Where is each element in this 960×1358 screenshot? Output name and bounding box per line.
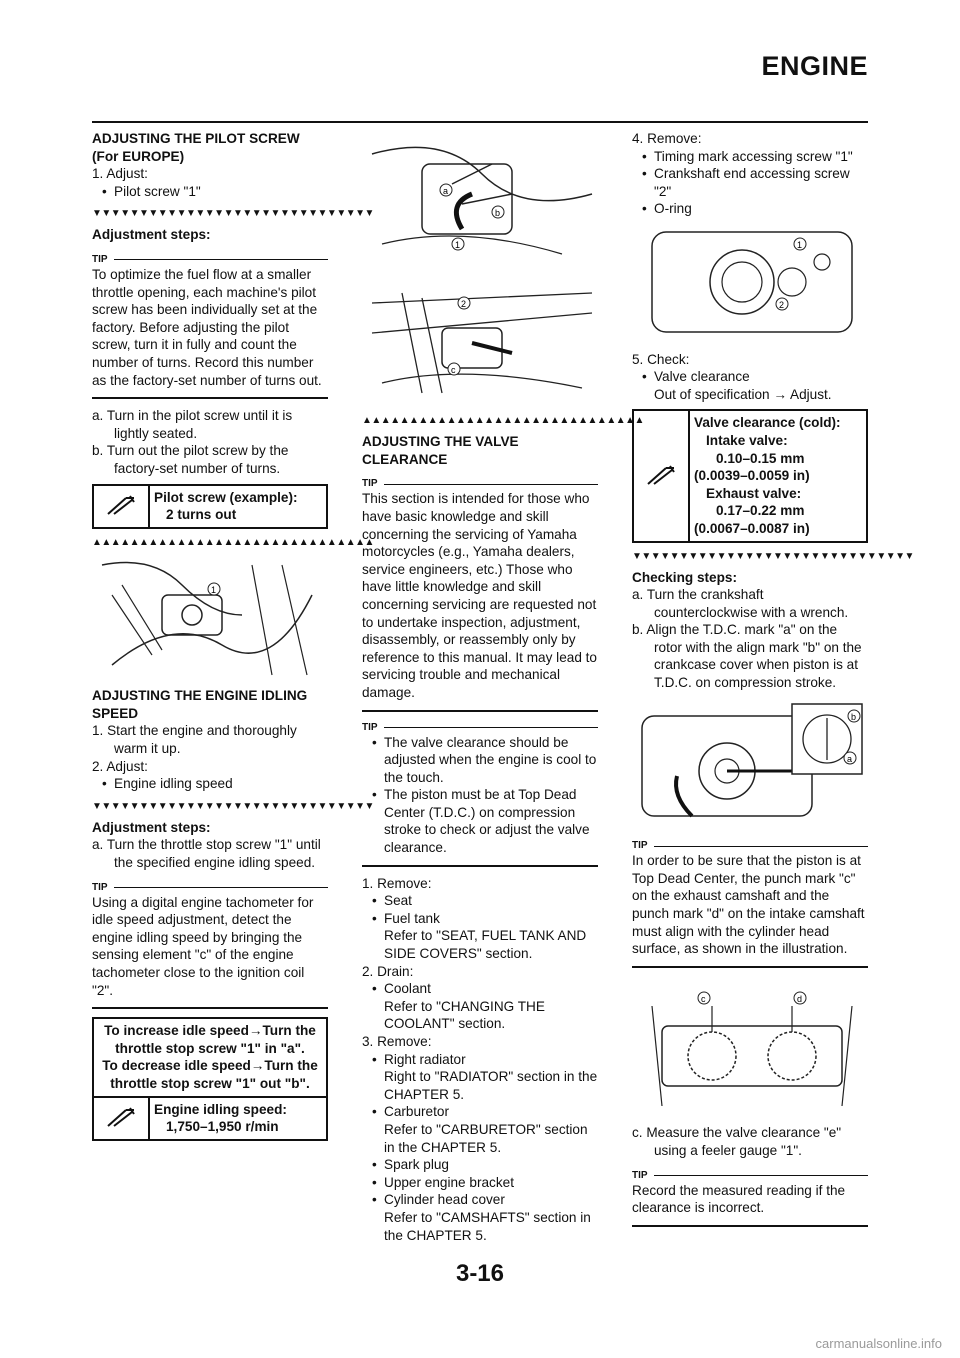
pilot-spec-value: 2 turns out — [166, 507, 237, 523]
idle-box-line-4: throttle stop screw "1" out "b". — [110, 1075, 310, 1091]
column-2 — [362, 130, 644, 1244]
valve-spec-intake: Intake valve: — [706, 432, 788, 448]
valve-step-4: 4. Remove: — [632, 131, 702, 146]
tip-header — [92, 254, 328, 266]
tip-label: TIP — [632, 1169, 648, 1181]
callout-b: b — [495, 208, 501, 218]
wrench-gauge-icon — [634, 411, 690, 540]
valve-step-4-bullet-2: • Crankshaft end accessing screw "2" — [632, 165, 868, 200]
valve-spec-exhaust: Exhaust valve: — [706, 485, 802, 501]
page-title: ENGINE — [761, 51, 868, 81]
valve-step-3-bullet-2: • Carburetor — [362, 1103, 598, 1121]
tip-header — [362, 478, 598, 490]
callout-2: 2 — [461, 298, 467, 309]
idle-tip-text: Using a digital engine tachometer for idle speed adjustment, detect the engine idling speed by bringing the sensing element "c" of the engine tachometer close to the ignition coil "2". — [92, 894, 328, 1010]
idle-step-2-bullet: • Engine idling speed — [92, 775, 328, 793]
pilot-step-a: a. Turn in the pilot screw until it is lightly seated. — [92, 408, 293, 441]
camshaft-illustration — [632, 976, 868, 1121]
idle-box-line-2: throttle stop screw "1" in "a". — [115, 1040, 305, 1056]
idle-spec-box — [92, 1017, 328, 1141]
valve-step-2-ref: Refer to "CHANGING THE COOLANT" section. — [384, 998, 545, 1032]
callout-b: b — [851, 711, 857, 722]
valve-step-5-bullet-1: • Valve clearance — [632, 368, 868, 386]
callout-1: 1 — [797, 239, 803, 250]
valve-step-1-bullet-2: • Fuel tank — [362, 910, 598, 928]
wrench-gauge-icon — [94, 1098, 150, 1139]
valve-step-1: 1. Remove: — [362, 875, 432, 891]
down-triangle-row: ▼▼▼▼▼▼▼▼▼▼▼▼▼▼▼▼▼▼▼▼▼▼▼▼▼▼▼▼▼▼ — [92, 800, 374, 812]
wrench-gauge-icon — [94, 486, 150, 527]
crankcase-cover-illustration — [632, 222, 868, 347]
valve-step-3-ref-3: Refer to "CAMSHAFTS" section in the CHAPTER 5. — [384, 1209, 591, 1243]
idle-heading: ADJUSTING THE ENGINE IDLING SPEED — [92, 688, 308, 721]
valve-step-1-ref: Refer to "SEAT, FUEL TANK AND SIDE COVERS" section. — [384, 928, 587, 962]
ignition-coil-illustration — [362, 273, 598, 408]
page-number: 3-16 — [455, 1260, 505, 1287]
pilot-spec-title: Pilot screw (example): — [154, 489, 298, 505]
valve-step-5: 5. Check: — [632, 351, 690, 367]
tip-label: TIP — [92, 253, 108, 265]
idle-step-2: 2. Adjust: — [92, 758, 148, 774]
callout-c: c — [451, 364, 456, 375]
valve-spec-title: Valve clearance (cold): — [694, 415, 841, 431]
valve-step-3-bullet-3: • Spark plug — [362, 1156, 598, 1174]
valve-step-4-bullet-1: • Timing mark accessing screw "1" — [632, 148, 868, 166]
pilot-step-1: 1. Adjust: — [92, 166, 148, 182]
valve-step-2: 2. Drain: — [362, 963, 414, 979]
tip-label: TIP — [362, 721, 378, 733]
rotor-tdc-illustration — [632, 696, 868, 831]
idle-spec-title: Engine idling speed: — [154, 1101, 287, 1117]
tip-label: TIP — [362, 478, 378, 490]
pilot-heading: ADJUSTING THE PILOT SCREW (For EUROPE) — [92, 131, 300, 164]
up-triangle-row: ▲▲▲▲▲▲▲▲▲▲▲▲▲▲▲▲▲▲▲▲▲▲▲▲▲▲▲▲▲▲ — [92, 536, 374, 548]
header-rule — [92, 121, 868, 123]
check-tip-2-text: Record the measured reading if the clearance is incorrect. — [632, 1182, 868, 1227]
callout-c: c — [701, 993, 706, 1004]
callout-a: a — [847, 753, 853, 764]
valve-spec-box — [632, 409, 868, 542]
valve-spec-intake-mm: 0.10–0.15 mm — [716, 450, 805, 466]
valve-tip-1-text: This section is intended for those who have basic knowledge and skill concerning the servicing of Yamaha motorcycles (e.g., Yamaha dealers, service engineers, etc.) Those who have little knowledge and skill concerning servicing are requested not to undertake inspection, adjustment, disassembly, or reassembly only by reference to this manual. It may lead to servicing trouble and mechanical damage. — [362, 490, 598, 711]
valve-step-5-out: Out of specification → Adjust. — [654, 386, 832, 402]
column-1 — [92, 130, 374, 1147]
callout-2: 2 — [779, 299, 785, 310]
tip-label: TIP — [632, 840, 648, 852]
pilot-tip-text: To optimize the fuel flow at a smaller throttle opening, each machine's pilot screw has been individually set at the factory. Before adjusting the pilot screw, turn it in fully and count the number of turns. Record this number as the factory-set number of turns out. — [92, 266, 328, 399]
valve-step-2-bullet-1: • Coolant — [362, 980, 598, 998]
valve-spec-exhaust-mm: 0.17–0.22 mm — [716, 503, 805, 519]
valve-tip-2-bullet-1: • The valve clearance should be adjusted when the engine is cool to the touch. — [362, 734, 598, 787]
tip-label: TIP — [92, 881, 108, 893]
up-triangle-row: ▲▲▲▲▲▲▲▲▲▲▲▲▲▲▲▲▲▲▲▲▲▲▲▲▲▲▲▲▲▲ — [362, 415, 644, 427]
idle-step-1: 1. Start the engine and thoroughly warm it up. — [92, 723, 297, 757]
callout-1: 1 — [455, 240, 461, 250]
idle-box-line-1: To increase idle speed→Turn the — [104, 1023, 316, 1039]
callout-1: 1 — [211, 584, 217, 595]
watermark: carmanualsonline.info — [815, 1336, 942, 1351]
pilot-step-b: b. Turn out the pilot screw by the factory-set number of turns. — [92, 443, 289, 476]
idle-box-line-3: To decrease idle speed→Turn the — [102, 1058, 318, 1074]
check-tip-1-text: In order to be sure that the piston is at Top Dead Center, the punch mark "c" on the exhaust camshaft and the punch mark "d" on the intake camshaft must align with the cylinder head surface, as shown in the illustration. — [632, 852, 868, 968]
valve-step-3-bullet-1: • Right radiator — [362, 1051, 598, 1069]
idle-step-a: a. Turn the throttle stop screw "1" until the specified engine idling speed. — [92, 837, 321, 871]
idle-adjustment-steps: Adjustment steps: — [92, 819, 211, 835]
idle-spec-value: 1,750–1,950 r/min — [166, 1119, 279, 1135]
tip-header — [632, 1170, 868, 1182]
valve-step-3-ref-1: Right to "RADIATOR" section in the CHAPTER 5. — [384, 1069, 598, 1102]
throttle-stop-illustration — [362, 134, 598, 269]
valve-step-3-bullet-5: • Cylinder head cover — [362, 1191, 598, 1209]
valve-spec-exhaust-in: (0.0067–0.0087 in) — [694, 520, 810, 536]
pilot-adjustment-steps: Adjustment steps: — [92, 227, 211, 243]
callout-a: a — [443, 186, 449, 196]
check-step-a: a. Turn the crankshaft counterclockwise with a wrench. — [632, 587, 849, 620]
tip-header — [362, 722, 598, 734]
pilot-step-1-bullet: • Pilot screw "1" — [92, 183, 328, 201]
valve-step-4-bullet-3: • O-ring — [632, 200, 868, 218]
valve-spec-intake-in: (0.0039–0.0059 in) — [694, 468, 810, 484]
valve-heading: ADJUSTING THE VALVE CLEARANCE — [362, 434, 519, 467]
tip-header — [92, 882, 328, 894]
valve-step-1-bullet-1: • Seat — [362, 892, 598, 910]
pilot-screw-illustration — [92, 555, 328, 684]
valve-step-3-ref-2: Refer to "CARBURETOR" section in the CHAPTER 5. — [384, 1121, 588, 1155]
tip-header — [632, 840, 868, 852]
valve-tip-2 — [362, 734, 598, 867]
check-step-c: c. Measure the valve clearance "e" using a feeler gauge "1". — [632, 1125, 842, 1158]
down-triangle-row: ▼▼▼▼▼▼▼▼▼▼▼▼▼▼▼▼▼▼▼▼▼▼▼▼▼▼▼▼▼▼ — [92, 208, 374, 220]
valve-tip-2-bullet-2: • The piston must be at Top Dead Center (T.D.C.) on compression stroke to check or adjust the valve clearance. — [362, 786, 598, 856]
valve-step-3: 3. Remove: — [362, 1034, 432, 1049]
checking-steps: Checking steps: — [632, 569, 737, 585]
check-step-b: b. Align the T.D.C. mark "a" on the rotor with the align mark "b" on the crankcase cover when piston is at T.D.C. on compression stroke. — [632, 622, 862, 691]
down-triangle-row: ▼▼▼▼▼▼▼▼▼▼▼▼▼▼▼▼▼▼▼▼▼▼▼▼▼▼▼▼▼▼ — [632, 550, 914, 562]
valve-step-3-bullet-4: • Upper engine bracket — [362, 1174, 598, 1192]
callout-d: d — [797, 993, 803, 1004]
column-3 — [632, 130, 914, 1235]
pilot-spec-box — [92, 484, 328, 529]
